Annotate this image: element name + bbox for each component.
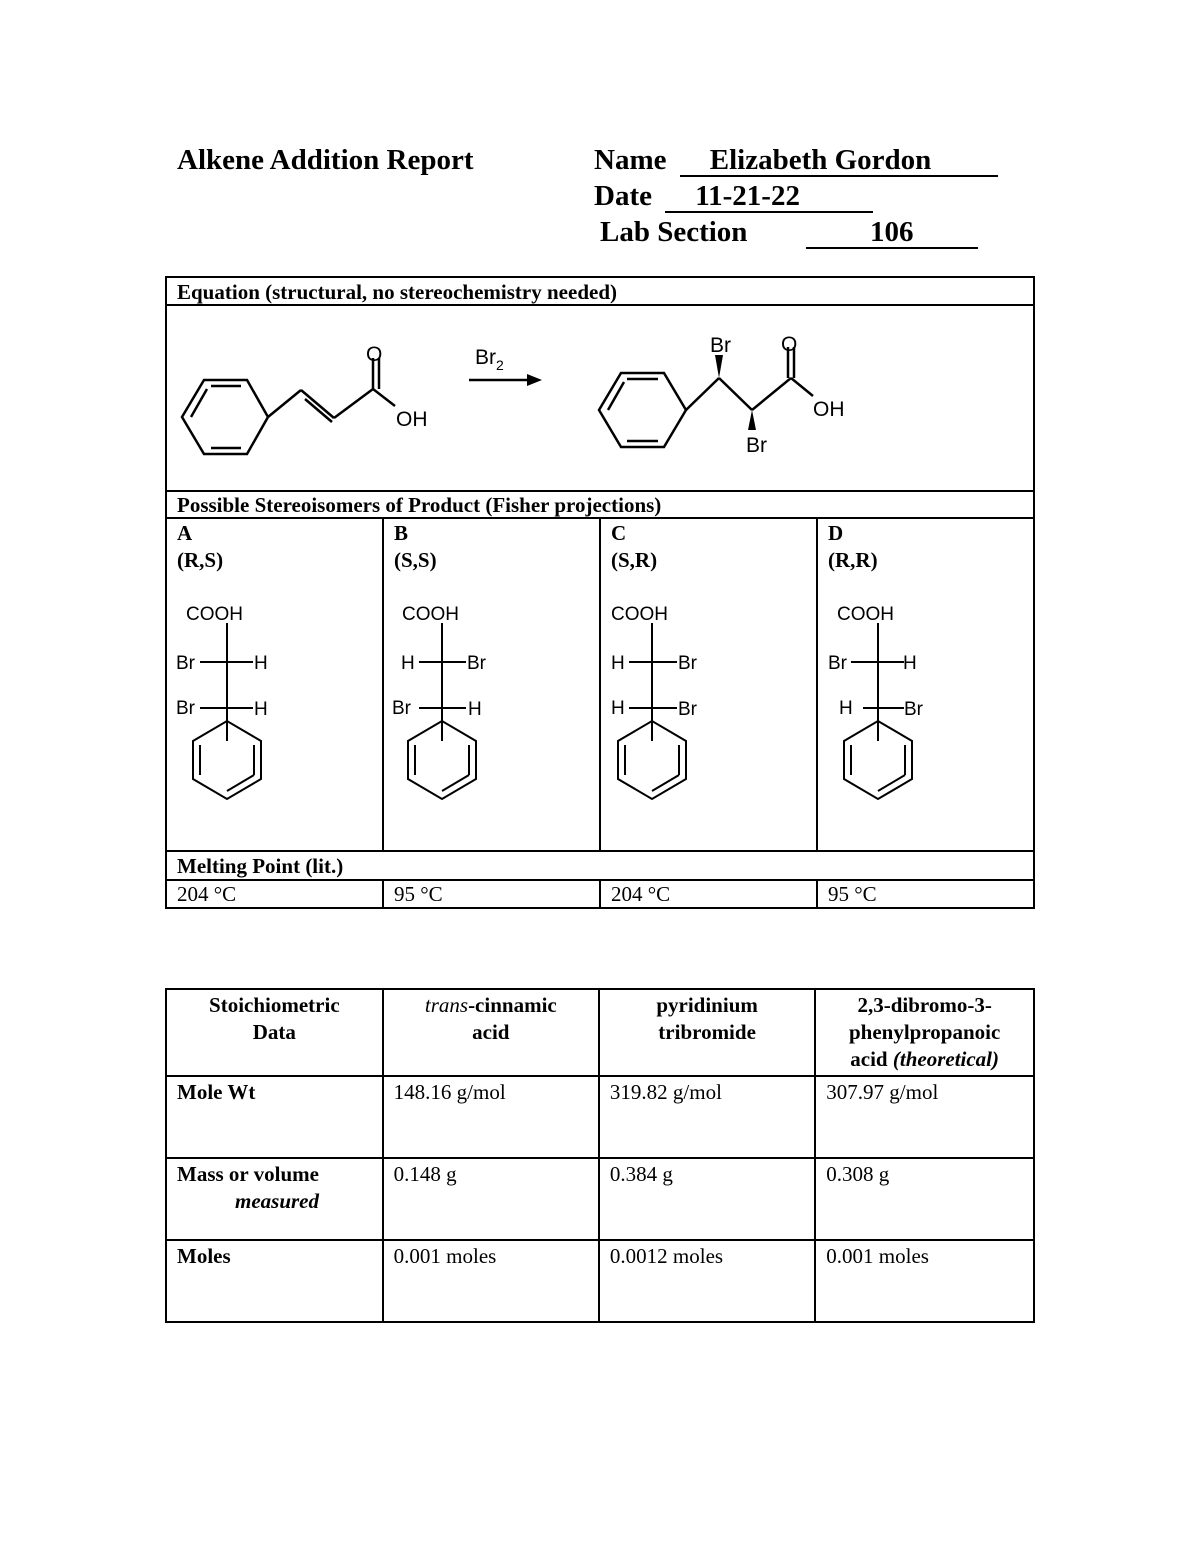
reaction-equation: [167, 306, 1033, 490]
date-label: Date: [594, 180, 652, 212]
stoich-header-data: Stoichiometric Data: [166, 989, 383, 1076]
r1-right: H: [903, 653, 917, 674]
cell: 0.001 moles: [815, 1240, 1034, 1322]
oxygen-label: O: [366, 343, 383, 366]
isomer-a-fischer: [170, 595, 280, 827]
cell: 0.0012 moles: [599, 1240, 815, 1322]
equation-heading: Equation (structural, no stereochemistry needed): [177, 280, 617, 304]
alkene-bond: [268, 390, 301, 417]
cell: 319.82 g/mol: [599, 1076, 815, 1158]
isomer-c-config: (S,R): [611, 548, 658, 572]
section-value: 106: [806, 217, 978, 249]
row-label: Mass or volume measured: [166, 1158, 383, 1240]
cooh-label: COOH: [186, 604, 243, 625]
report-title: Alkene Addition Report: [177, 144, 474, 176]
section-label: Lab Section: [600, 216, 748, 248]
stoich-header-product: 2,3-dibromo-3- phenylpropanoic acid (theoretical): [815, 989, 1034, 1076]
r2-left: H: [839, 698, 853, 719]
reagent-label: [475, 346, 504, 373]
r2-right: H: [254, 699, 268, 720]
row-label: Mole Wt: [166, 1076, 383, 1158]
cell: 0.384 g: [599, 1158, 815, 1240]
stoich-header-row: [166, 989, 1034, 1076]
cell: 0.148 g: [383, 1158, 599, 1240]
section-row: [806, 216, 978, 249]
stereoisomers-heading: Possible Stereoisomers of Product (Fisher projections): [177, 493, 662, 517]
isomer-d-config: (R,R): [828, 548, 878, 572]
cell: 0.308 g: [815, 1158, 1034, 1240]
cell: 307.97 g/mol: [815, 1076, 1034, 1158]
isomer-b-letter: B: [394, 521, 409, 545]
stoich-header-cinnamic: trans-cinnamic acid: [383, 989, 599, 1076]
stoich-row-molewt: [166, 1076, 1034, 1158]
isomer-a-config: (R,S): [177, 548, 224, 572]
r1-right: Br: [678, 653, 697, 674]
r2-left: Br: [176, 698, 195, 719]
cell: 0.001 moles: [383, 1240, 599, 1322]
cooh-label: COOH: [611, 604, 668, 625]
bromine-top-label: Br: [710, 334, 731, 357]
product-benzene-ring: [599, 373, 686, 447]
r2-right: H: [468, 699, 482, 720]
date-value: 11-21-22: [665, 181, 873, 213]
reagent-subscript: 2: [496, 357, 504, 373]
stoich-table: [165, 988, 1035, 1323]
isomer-c-letter: C: [611, 521, 627, 545]
r1-right: Br: [467, 653, 486, 674]
r2-right: Br: [678, 699, 697, 720]
row-label: Moles: [166, 1240, 383, 1322]
product-oxygen-label: O: [781, 333, 798, 356]
melting-value-a: 204 °C: [177, 882, 237, 906]
product-hydroxyl-label: OH: [813, 398, 845, 421]
cooh-label: COOH: [402, 604, 459, 625]
isomer-b-config: (S,S): [394, 548, 437, 572]
name-value: Elizabeth Gordon: [680, 145, 998, 177]
r1-right: H: [254, 653, 268, 674]
isomer-b-fischer: [386, 595, 501, 827]
cooh-label: COOH: [837, 604, 894, 625]
r1-left: H: [611, 653, 625, 674]
name-label: Name: [594, 144, 667, 176]
date-row: [594, 180, 873, 213]
r2-left: H: [611, 698, 625, 719]
melting-heading: Melting Point (lit.): [177, 854, 344, 878]
reagent-text: Br: [475, 346, 496, 369]
stoich-row-mass: [166, 1158, 1034, 1240]
name-row: [594, 144, 998, 177]
isomer-a-letter: A: [177, 521, 193, 545]
hydroxyl-label: OH: [396, 408, 428, 431]
stoich-header-tribromide: pyridinium tribromide: [599, 989, 815, 1076]
benzene-ring: [182, 380, 268, 454]
isomer-c-fischer: [606, 595, 716, 827]
melting-value-c: 204 °C: [611, 882, 671, 906]
cell: 148.16 g/mol: [383, 1076, 599, 1158]
r1-left: Br: [828, 653, 847, 674]
isomer-d-letter: D: [828, 521, 844, 545]
isomer-d-fischer: [822, 595, 942, 827]
melting-value-b: 95 °C: [394, 882, 443, 906]
r1-left: Br: [176, 653, 195, 674]
r2-left: Br: [392, 698, 411, 719]
bromine-bottom-label: Br: [746, 434, 767, 457]
r2-right: Br: [904, 699, 923, 720]
stoich-row-moles: [166, 1240, 1034, 1322]
r1-left: H: [401, 653, 415, 674]
melting-value-d: 95 °C: [828, 882, 877, 906]
